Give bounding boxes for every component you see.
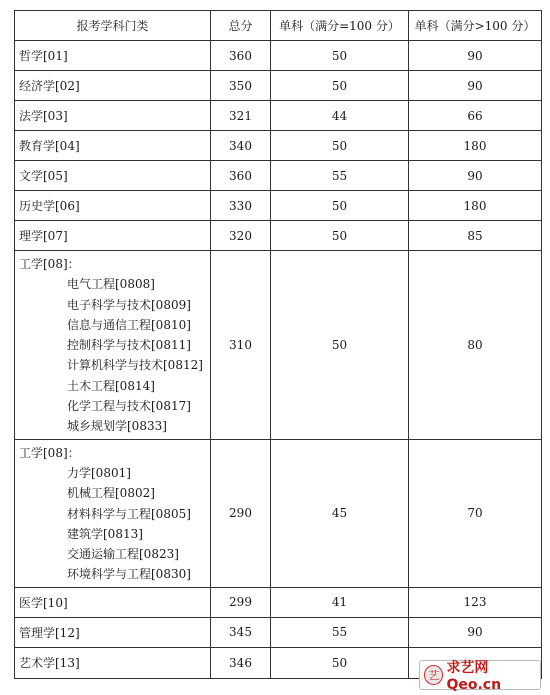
single-100-cell: 55 <box>271 161 409 191</box>
total-cell: 321 <box>211 101 271 131</box>
single-over-cell: 90 <box>409 41 542 71</box>
sub-discipline: 信息与通信工程[0810] <box>67 317 191 332</box>
category-cell: 法学[03] <box>15 101 211 131</box>
site-watermark <box>419 660 541 693</box>
single-over-cell: 66 <box>409 101 542 131</box>
single-100-cell: 50 <box>271 647 409 678</box>
watermark-text: 求艺网Qeo.cn <box>446 660 502 693</box>
sub-discipline: 建筑学[0813] <box>67 526 143 541</box>
total-cell: 310 <box>211 251 271 440</box>
category-cell: 经济学[02] <box>15 71 211 101</box>
sub-discipline: 力学[0801] <box>67 465 131 480</box>
sub-discipline: 交通运输工程[0823] <box>67 547 179 562</box>
table-row <box>15 71 542 101</box>
single-over-cell: 85 <box>409 221 542 251</box>
table-row <box>15 587 542 617</box>
total-cell: 360 <box>211 161 271 191</box>
table-row <box>15 41 542 71</box>
category-cell: 管理学[12] <box>15 617 211 647</box>
single-over-cell: 90 <box>409 161 542 191</box>
category-cell <box>15 439 211 587</box>
category-cell <box>15 251 211 440</box>
table-row <box>15 101 542 131</box>
table-row <box>15 221 542 251</box>
single-100-cell: 50 <box>271 191 409 221</box>
header-single-100: 单科（满分=100 分） <box>271 11 409 41</box>
sub-discipline: 土木工程[0814] <box>67 378 155 393</box>
total-cell: 320 <box>211 221 271 251</box>
single-100-cell: 44 <box>271 101 409 131</box>
category-cell: 哲学[01] <box>15 41 211 71</box>
header-category: 报考学科门类 <box>15 11 211 41</box>
single-over-cell: 180 <box>409 191 542 221</box>
sub-discipline: 环境科学与工程[0830] <box>67 567 191 582</box>
table-row-engineering-b <box>15 439 542 587</box>
category-cell: 历史学[06] <box>15 191 211 221</box>
single-over-cell: 90 <box>409 71 542 101</box>
header-row <box>15 11 542 41</box>
table-row <box>15 161 542 191</box>
category-cell: 文学[05] <box>15 161 211 191</box>
category-heading: 工学[08]： <box>19 257 80 271</box>
total-cell: 299 <box>211 587 271 617</box>
table-row <box>15 131 542 161</box>
single-over-cell: 80 <box>409 251 542 440</box>
site-logo-icon: 艺 <box>424 665 443 685</box>
single-over-cell: 70 <box>409 439 542 587</box>
single-100-cell: 50 <box>271 71 409 101</box>
single-100-cell: 50 <box>271 131 409 161</box>
table-row-engineering-a <box>15 251 542 440</box>
single-over-cell: 123 <box>409 587 542 617</box>
score-table <box>14 10 542 679</box>
total-cell: 345 <box>211 617 271 647</box>
total-cell: 360 <box>211 41 271 71</box>
single-100-cell: 50 <box>271 221 409 251</box>
table-row <box>15 191 542 221</box>
sub-discipline: 机械工程[0802] <box>67 486 155 501</box>
single-100-cell: 50 <box>271 41 409 71</box>
header-total: 总分 <box>211 11 271 41</box>
total-cell: 290 <box>211 439 271 587</box>
sub-discipline: 化学工程与技术[0817] <box>67 399 191 414</box>
sub-discipline: 控制科学与技术[0811] <box>67 338 191 353</box>
category-cell: 教育学[04] <box>15 131 211 161</box>
total-cell: 346 <box>211 647 271 678</box>
single-100-cell: 50 <box>271 251 409 440</box>
sub-discipline: 电气工程[0808] <box>67 277 155 292</box>
total-cell: 350 <box>211 71 271 101</box>
category-cell: 艺术学[13] <box>15 647 211 678</box>
table-row <box>15 617 542 647</box>
sub-discipline: 材料科学与工程[0805] <box>67 506 191 521</box>
header-single-over-100: 单科（满分>100 分） <box>409 11 542 41</box>
sub-discipline: 电子科学与技术[0809] <box>67 297 191 312</box>
category-heading: 工学[08]： <box>19 445 80 460</box>
total-cell: 330 <box>211 191 271 221</box>
single-over-cell: 90 <box>409 617 542 647</box>
category-cell: 理学[07] <box>15 221 211 251</box>
total-cell: 340 <box>211 131 271 161</box>
category-cell: 医学[10] <box>15 587 211 617</box>
single-100-cell: 55 <box>271 617 409 647</box>
single-100-cell: 41 <box>271 587 409 617</box>
single-over-cell: 180 <box>409 131 542 161</box>
sub-discipline: 城乡规划学[0833] <box>67 419 167 434</box>
single-100-cell: 45 <box>271 439 409 587</box>
sub-discipline: 计算机科学与技术[0812] <box>67 358 203 373</box>
